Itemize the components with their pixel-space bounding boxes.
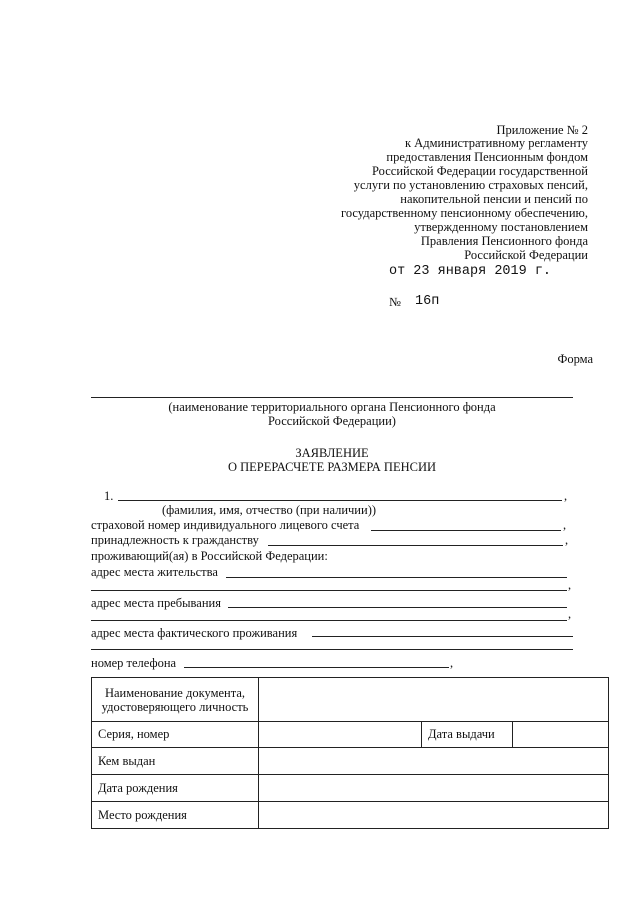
header-line: к Административному регламенту xyxy=(404,136,588,150)
actual-address-field-2[interactable] xyxy=(91,649,573,650)
comma: , xyxy=(564,489,568,503)
birth-date-cell[interactable] xyxy=(259,775,609,802)
table-row xyxy=(92,802,609,829)
header-line: услуги по установлению страховых пенсий, xyxy=(353,178,588,192)
territorial-organ-caption: Российской Федерации) xyxy=(268,414,396,428)
form-label: Форма xyxy=(557,352,593,366)
snils-label: страховой номер индивидуального лицевого счета xyxy=(91,518,360,532)
table-row xyxy=(92,722,609,748)
comma: , xyxy=(565,533,569,547)
doc-name-label: Наименование документа, удостоверяющего личность xyxy=(92,678,259,722)
header-line: Российской Федерации xyxy=(464,248,588,262)
series-number-label: Серия, номер xyxy=(92,722,259,748)
header-line: Правления Пенсионного фонда xyxy=(420,234,588,248)
decree-date: от 23 января 2019 г. xyxy=(389,264,552,279)
full-name-field[interactable] xyxy=(118,500,562,501)
table-row xyxy=(92,775,609,802)
document-subtitle: О ПЕРЕРАСЧЕТЕ РАЗМЕРА ПЕНСИИ xyxy=(227,460,436,474)
doc-name-cell[interactable] xyxy=(259,678,609,722)
comma: , xyxy=(568,607,572,621)
decree-number-prefix: № xyxy=(389,295,401,309)
actual-address-field[interactable] xyxy=(312,636,573,637)
issued-by-label: Кем выдан xyxy=(92,748,259,775)
header-line: Российской Федерации государственной xyxy=(372,164,588,178)
header-line: государственному пенсионному обеспечению, xyxy=(341,206,588,220)
comma: , xyxy=(563,518,567,532)
document-title: ЗАЯВЛЕНИЕ xyxy=(295,446,369,460)
phone-field[interactable] xyxy=(184,667,449,668)
issue-date-label: Дата выдачи xyxy=(422,722,513,748)
citizenship-label: принадлежность к гражданству xyxy=(91,533,259,547)
header-line: накопительной пенсии и пенсий по xyxy=(400,192,588,206)
birth-date-label: Дата рождения xyxy=(92,775,259,802)
territorial-organ-caption: (наименование территориального органа Пенсионного фонда xyxy=(168,400,496,414)
stay-address-field[interactable] xyxy=(228,607,567,608)
actual-address-label: адрес места фактического проживания xyxy=(91,626,298,640)
birth-place-label: Место рождения xyxy=(92,802,259,829)
header-line: предоставления Пенсионным фондом xyxy=(386,150,588,164)
decree-number: 16п xyxy=(415,294,440,309)
table-row xyxy=(92,748,609,775)
item-number: 1. xyxy=(104,489,114,503)
phone-label: номер телефона xyxy=(91,656,177,670)
residence-address-field[interactable] xyxy=(226,577,567,578)
issued-by-cell[interactable] xyxy=(259,748,609,775)
stay-address-field-2[interactable] xyxy=(91,620,567,621)
stay-address-label: адрес места пребывания xyxy=(91,596,221,610)
full-name-caption: (фамилия, имя, отчество (при наличии)) xyxy=(162,503,377,517)
comma: , xyxy=(568,578,572,592)
territorial-organ-field[interactable] xyxy=(91,397,573,398)
birth-place-cell[interactable] xyxy=(259,802,609,829)
comma: , xyxy=(450,656,454,670)
header-line: утвержденному постановлением xyxy=(414,220,588,234)
snils-field[interactable] xyxy=(371,530,561,531)
residing-label: проживающий(ая) в Российской Федерации: xyxy=(91,549,328,563)
series-number-cell[interactable] xyxy=(259,722,422,748)
residence-address-label: адрес места жительства xyxy=(91,565,218,579)
issue-date-cell[interactable] xyxy=(513,722,609,748)
table-row xyxy=(92,678,609,722)
residence-address-field-2[interactable] xyxy=(91,590,567,591)
header-line: Приложение № 2 xyxy=(496,123,588,137)
identity-document-table xyxy=(91,677,609,829)
citizenship-field[interactable] xyxy=(268,545,563,546)
